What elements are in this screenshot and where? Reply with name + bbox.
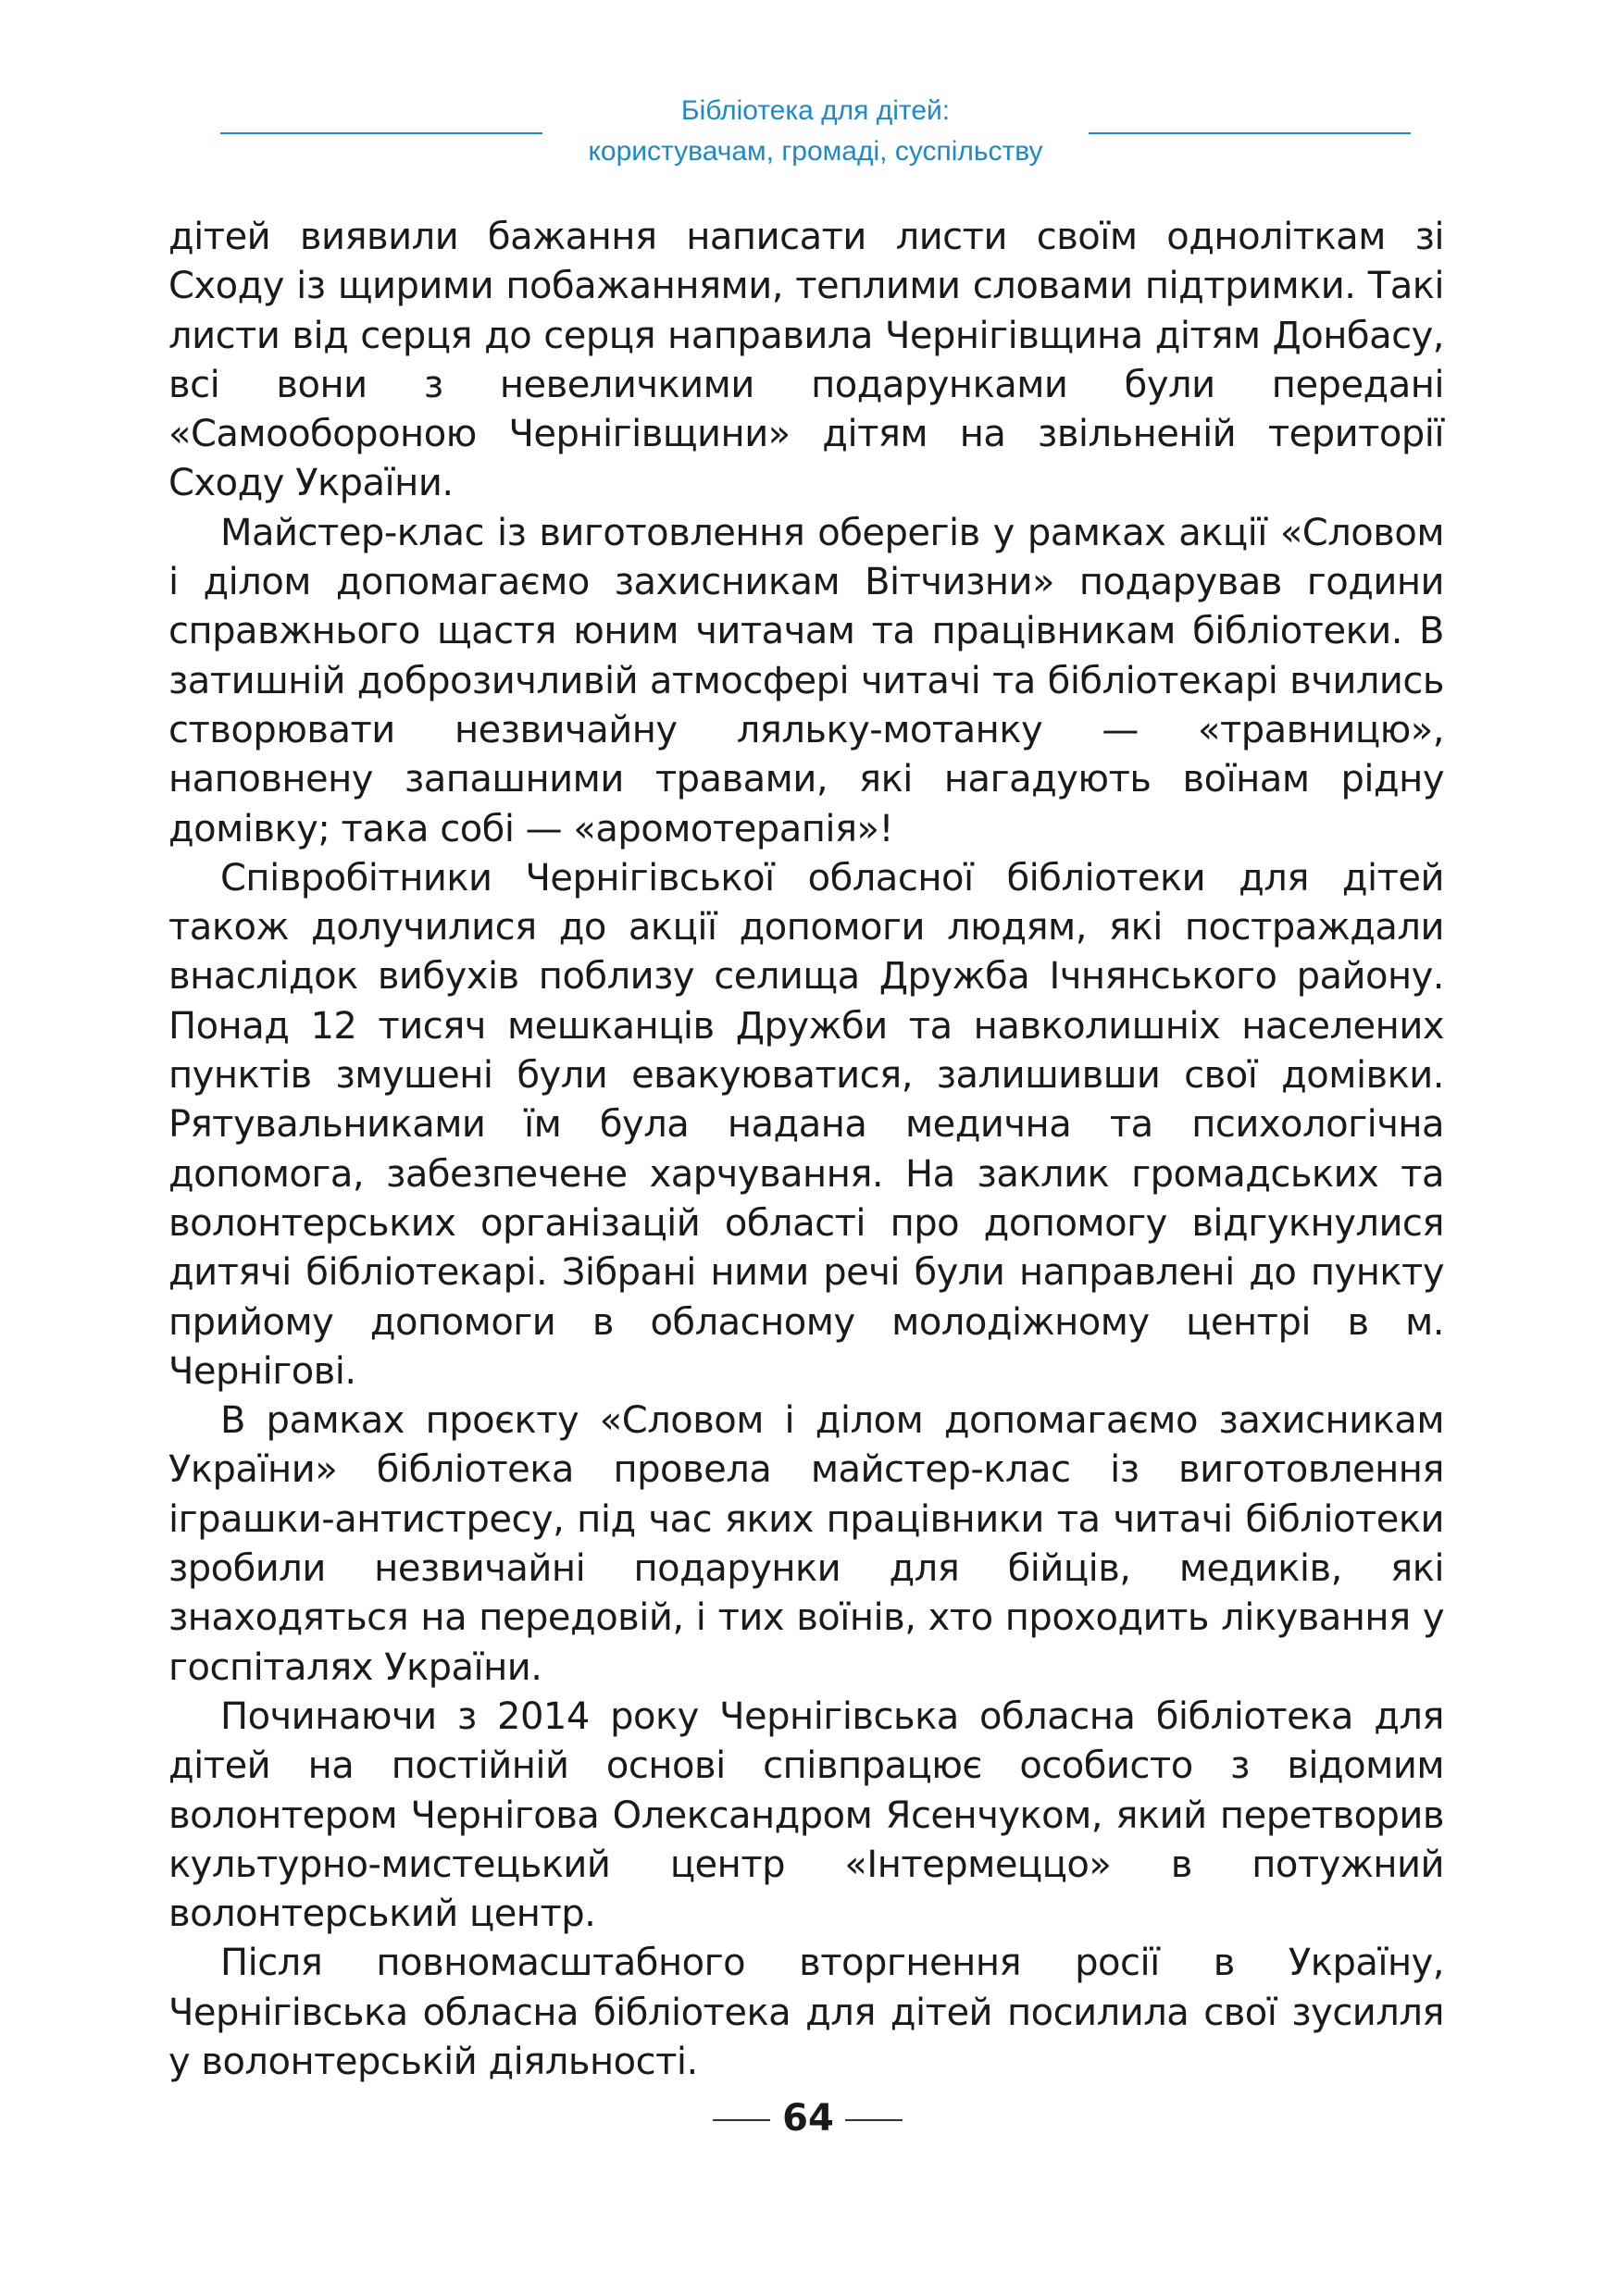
paragraph-volunteer-cooperation: Починаючи з 2014 року Чернігівська обласна бібліотека для дітей на постійній основі співпрацює особисто з відомим волонтером Чернігова Олександром Ясенчуком, який перетворив культурно-мистецький центр «Інтермеццо» в потужний волонтерський центр.: [168, 1694, 1444, 1936]
header-title-line-2: користувачам, громаді, суспільству: [588, 136, 1043, 167]
header-rule-left: [220, 132, 542, 134]
paragraph-antistress-toys: В рамках проєкту «Словом і ділом допомагаємо захисникам України» бібліотека провела майстер-клас із виготовлення іграшки-антистресу, під час яких працівники та читачі бібліотеки зробили незвичайні подарунки для бійців, медиків, які знаходяться на передовій, і тих воїнів, хто проходить лікування у госпіталях України.: [168, 1399, 1444, 1689]
header-title: [542, 91, 1089, 172]
page-number-rule-right: [845, 2119, 903, 2121]
paragraph-after-invasion: Після повномасштабного вторгнення росії в Україну, Чернігівська обласна бібліотека для дітей посилила свої зусилля у волонтерській діяльності.: [168, 1942, 1444, 2083]
header-title-line-1: Бібліотека для дітей:: [680, 95, 951, 126]
paragraph-druzhba-help: Співробітники Чернігівської обласної бібліотеки для дітей також долучилися до акції допомоги людям, які постраждали внаслідок вибухів поблизу селища Дружба Ічнянського району. Понад 12 тисяч мешканців Дружби та навколишніх населених пунктів змушені були евакуюватися, залишивши свої домівки. Рятувальниками їм була надана медична та психологічна допомога, забезпечене харчування. На заклик громадських та волонтерських організацій області про допомогу відгукнулися дитячі бібліотекарі. Зібрані ними речі були направлені до пункту прийому допомоги в обласному молодіжному центрі в м. Чернігові.: [168, 856, 1444, 1393]
header-rule-right: [1089, 132, 1411, 134]
paragraph-continued: дітей виявили бажання написати листи своїм одноліткам зі Сходу із щирими побажаннями, теплими словами підтримки. Такі листи від серця до серця направила Чернігівщина дітям Донбасу, всі вони з невеличкими подарунками були передані «Самообороною Чернігівщини» дітям на звільненій території Сходу України.: [168, 216, 1444, 505]
page-footer: [0, 2091, 1619, 2147]
page-number: 64: [782, 2097, 834, 2140]
running-header: [0, 91, 1619, 174]
paragraph-master-class-amulets: Майстер-клас із виготовлення оберегів у рамках акції «Словом і ділом допомагаємо захисникам Вітчизни» подарував години справжнього щастя юним читачам та працівникам бібліотеки. В затишній доброзичливій атмосфері читачі та бібліотекарі вчились створювати незвичайну ляльку-мотанку — «травницю», наповнену запашними травами, які нагадують воїнам рідну домівку; така собі — «аромотерапія»!: [168, 511, 1444, 850]
body-text: [168, 213, 1444, 2087]
page-number-rule-left: [713, 2119, 770, 2121]
